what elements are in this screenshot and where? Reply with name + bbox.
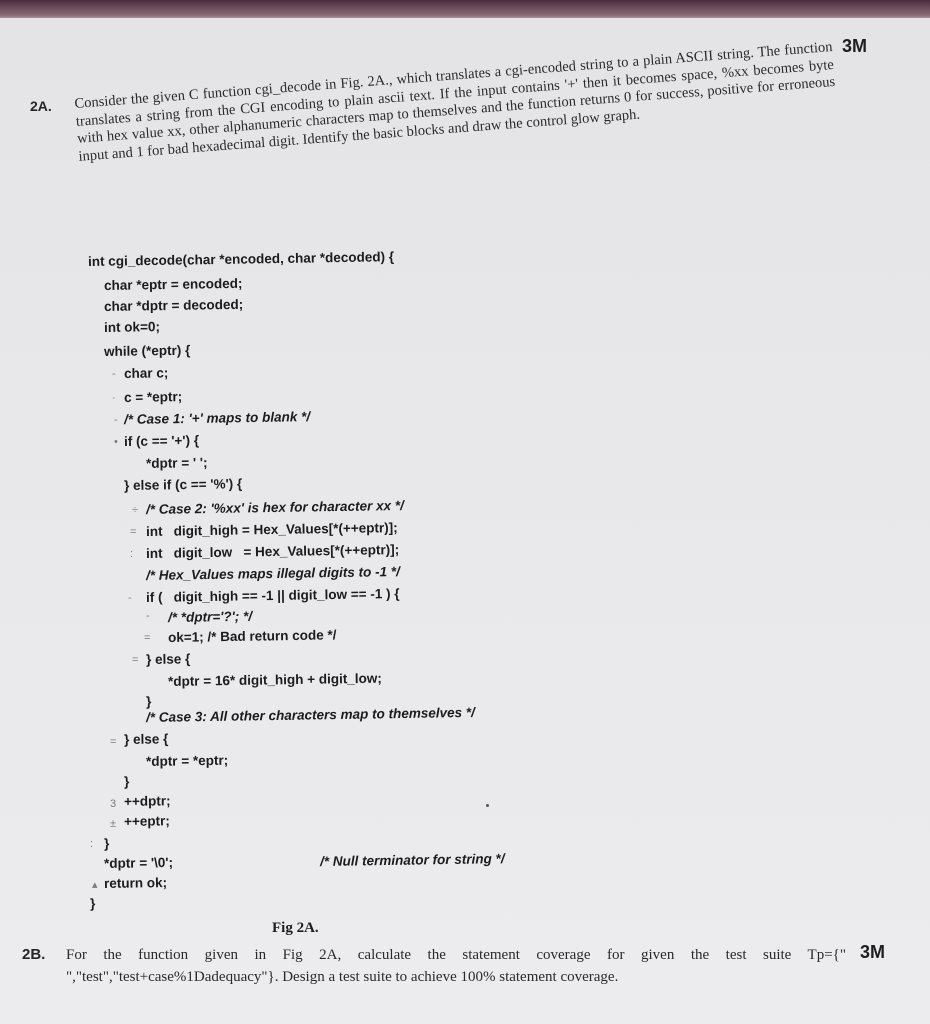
pencil-mark-icon: • xyxy=(114,436,118,448)
code-line-29: *dptr = '\0'; xyxy=(103,854,174,871)
q2b-number: 2B. xyxy=(22,946,46,963)
pencil-mark-icon: ± xyxy=(110,818,117,830)
code-line-28: } xyxy=(103,835,110,851)
pencil-mark-icon: ▴ xyxy=(92,879,98,891)
code-line-4: int ok=0; xyxy=(103,319,161,335)
q2a-number: 2A. xyxy=(30,98,52,114)
pencil-mark-icon: = xyxy=(110,736,117,748)
code-line-15: /* Hex_Values maps illegal digits to -1 */ xyxy=(145,564,400,583)
pencil-mark-icon: = xyxy=(130,526,137,538)
code-line-12: /* Case 2: '%xx' is hex for character xx */ xyxy=(145,497,404,517)
figure-caption: Fig 2A. xyxy=(272,920,319,936)
code-line-3: char *dptr = decoded; xyxy=(103,296,244,314)
code-line-2: char *eptr = encoded; xyxy=(103,275,243,293)
code-line-19: } else { xyxy=(145,651,191,667)
code-line-9: if (c == '+') { xyxy=(123,432,200,449)
code-line-20: *dptr = 16* digit_high + digit_low; xyxy=(167,670,382,689)
code-line-27: ++eptr; xyxy=(123,813,170,829)
pencil-mark-icon: : xyxy=(130,548,134,560)
q2b-question-text xyxy=(66,944,846,988)
code-line-16: if ( digit_high == -1 || digit_low == -1 ) { xyxy=(145,586,400,605)
code-line-13: int digit_high = Hex_Values[*(++eptr)]; xyxy=(145,520,398,539)
pencil-mark-icon: : xyxy=(90,838,94,850)
code-line-22: /* Case 3: All other characters map to themselves */ xyxy=(145,704,475,725)
q2b-marks: 3M xyxy=(860,942,886,962)
code-line-24: *dptr = *eptr; xyxy=(145,752,229,769)
code-line-1: int cgi_decode(char *encoded, char *decoded) { xyxy=(87,249,395,269)
code-line-30: return ok; xyxy=(103,875,168,891)
code-line-14: int digit_low = Hex_Values[*(++eptr)]; xyxy=(145,542,400,561)
code-line-11: } else if (c == '%') { xyxy=(123,476,243,493)
q2a-question-text xyxy=(74,39,837,166)
code-line-31: } xyxy=(89,895,96,911)
code-line-6: char c; xyxy=(123,365,169,381)
pencil-mark-icon: = xyxy=(132,654,139,666)
q2a-marks: 3M xyxy=(842,36,868,56)
paper-speck xyxy=(486,804,489,807)
q2b-paragraph: For the function given in Fig 2A, calculate the statement coverage for given the test suite Tp={" ","test","test+case%1Dadequacy"}. Design a test suite to achieve 100% statement coverage. xyxy=(66,947,846,985)
code-line-8: /* Case 1: '+' maps to blank */ xyxy=(123,409,311,427)
code-line-25: } xyxy=(123,773,130,789)
code-line-5: while (*eptr) { xyxy=(103,342,191,359)
pencil-mark-icon: 3 xyxy=(110,798,117,810)
pencil-mark-icon: = xyxy=(144,632,151,644)
pencil-mark-icon: - xyxy=(112,368,116,380)
pencil-mark-icon: - xyxy=(146,610,150,622)
code-line-21: } xyxy=(145,693,152,709)
code-line-26: ++dptr; xyxy=(123,793,171,809)
q2a-paragraph: Consider the given C function cgi_decode in Fig. 2A., which translates a cgi-encoded string to a plain ASCII string. The function translates a string from the CGI encoding to plain ascii text. If the input contains '+' then it becomes space, %xx becomes byte with hex value xx, other alphanumeric characters map to themselves and the function returns 0 for success, positive for erroneous input and 1 for bad hexadecimal digit. Identify the basic blocks and draw the control glow graph. xyxy=(74,39,836,165)
code-line-17: /* *dptr='?'; */ xyxy=(167,608,253,625)
pencil-mark-icon: · xyxy=(112,392,116,404)
pencil-mark-icon: - xyxy=(114,414,118,426)
code-line-7: c = *eptr; xyxy=(123,389,183,405)
exam-paper xyxy=(0,18,930,1024)
code-line-29-comment: /* Null terminator for string */ xyxy=(319,851,505,869)
code-line-10: *dptr = ' '; xyxy=(145,455,208,471)
pencil-mark-icon: ÷ xyxy=(132,504,139,516)
pencil-mark-icon: - xyxy=(128,592,132,604)
code-line-18: ok=1; /* Bad return code */ xyxy=(167,627,337,645)
code-line-23: } else { xyxy=(123,731,169,747)
